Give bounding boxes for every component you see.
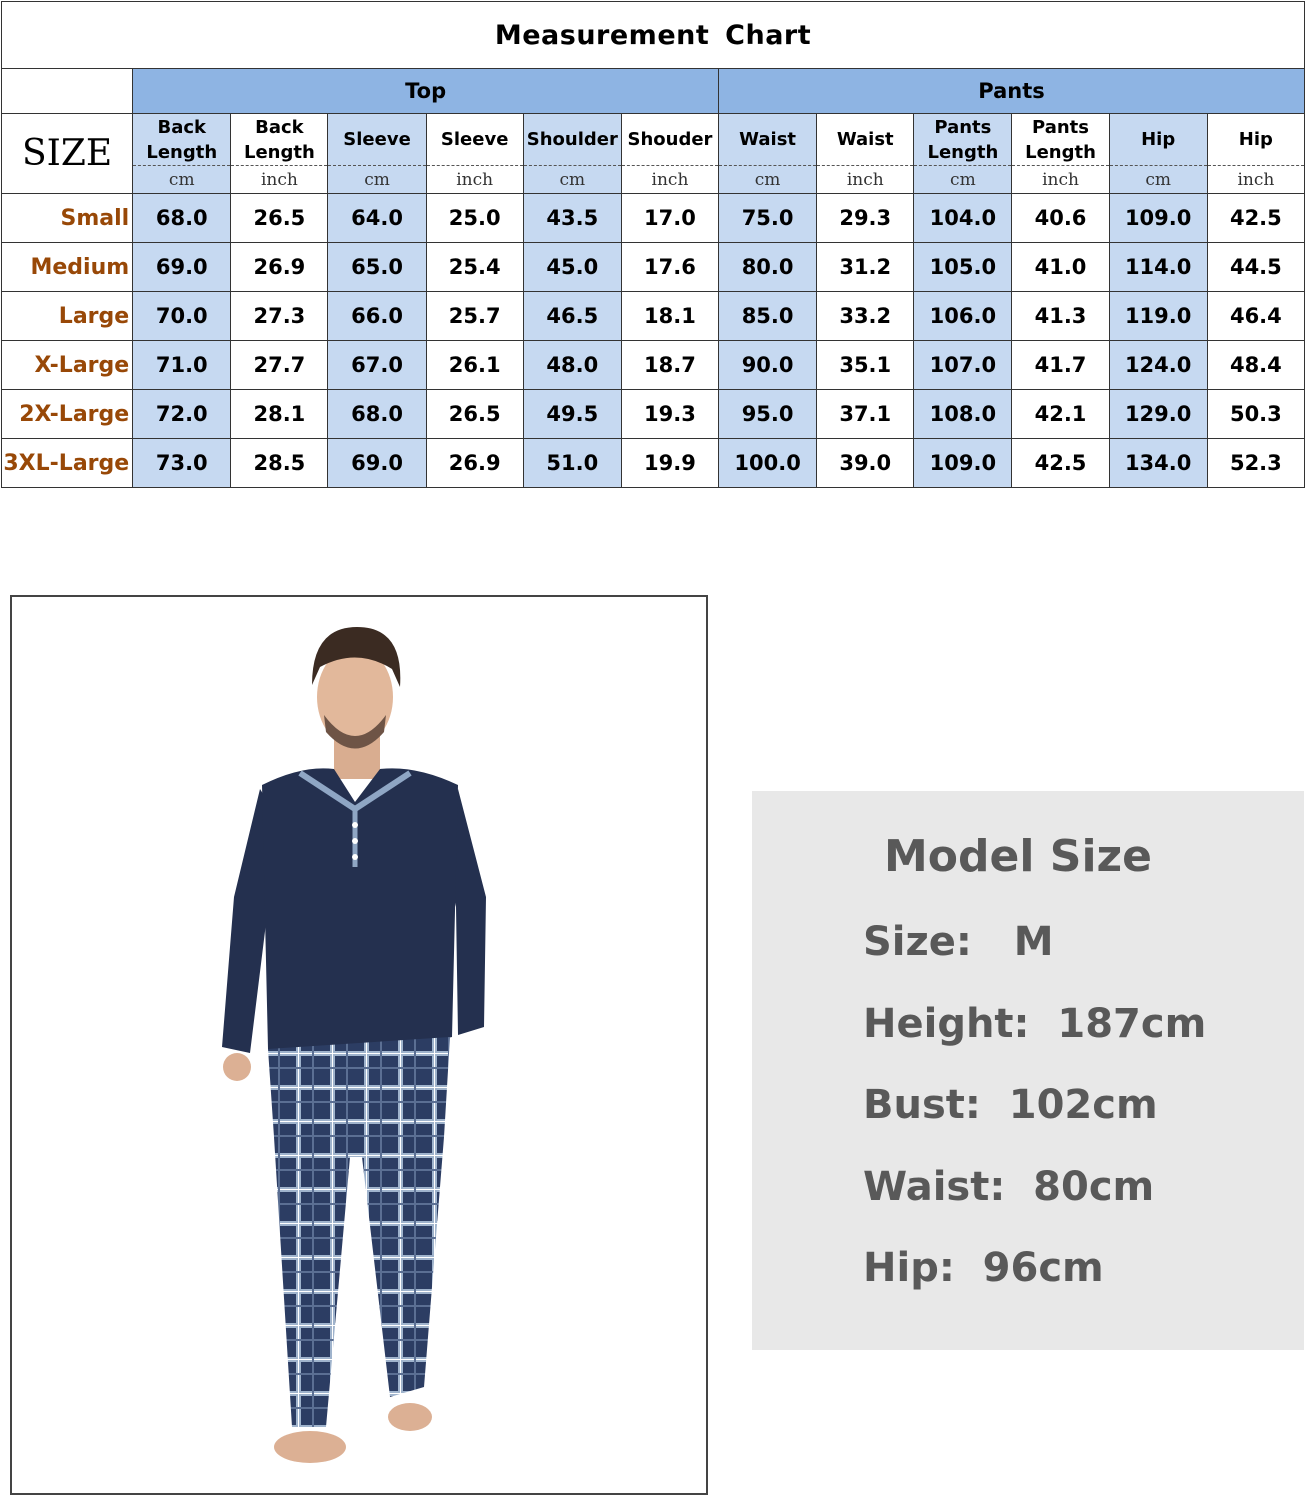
size-header: SIZE xyxy=(2,114,133,194)
table-cell: 48.4 xyxy=(1207,341,1304,390)
table-cell: 105.0 xyxy=(914,243,1012,292)
pants-group-header: Pants xyxy=(719,69,1305,114)
table-cell: 104.0 xyxy=(914,194,1012,243)
column-header xyxy=(426,114,523,166)
column-header-line1: Back xyxy=(255,116,304,138)
chart-title: Measurement Chart xyxy=(2,2,1305,69)
column-header xyxy=(914,114,1012,166)
model-hip-line: Hip: 96cm xyxy=(863,1245,1104,1291)
table-cell: 106.0 xyxy=(914,292,1012,341)
column-header-line2: Length xyxy=(146,141,218,163)
unit-label: cm xyxy=(914,166,1012,194)
table-cell: 50.3 xyxy=(1207,390,1304,439)
table-cell: 26.9 xyxy=(426,439,523,488)
table-cell: 26.5 xyxy=(426,390,523,439)
table-cell: 45.0 xyxy=(523,243,621,292)
table-cell: 28.5 xyxy=(231,439,328,488)
table-cell: 17.6 xyxy=(621,243,718,292)
column-header xyxy=(523,114,621,166)
table-cell: 40.6 xyxy=(1012,194,1109,243)
table-cell: 49.5 xyxy=(523,390,621,439)
table-cell: 19.9 xyxy=(621,439,718,488)
unit-label: cm xyxy=(719,166,817,194)
column-header-line1: Waist xyxy=(739,129,797,150)
table-cell: 69.0 xyxy=(328,439,426,488)
table-cell: 35.1 xyxy=(817,341,914,390)
column-header-line2: Length xyxy=(244,141,315,163)
table-cell: 43.5 xyxy=(523,194,621,243)
table-row xyxy=(2,243,1305,292)
top-group-header: Top xyxy=(133,69,719,114)
column-header xyxy=(133,114,231,166)
table-cell: 42.5 xyxy=(1012,439,1109,488)
column-header-line1: Shoulder xyxy=(526,129,618,150)
table-cell: 31.2 xyxy=(817,243,914,292)
table-cell: 90.0 xyxy=(719,341,817,390)
column-header-line1: Sleeve xyxy=(343,129,411,150)
model-bust-line: Bust: 102cm xyxy=(863,1082,1158,1128)
table-cell: 119.0 xyxy=(1109,292,1207,341)
column-header-line1: Waist xyxy=(836,129,894,150)
table-cell: 52.3 xyxy=(1207,439,1304,488)
table-cell: 65.0 xyxy=(328,243,426,292)
column-header xyxy=(1109,114,1207,166)
model-size-title: Model Size xyxy=(884,831,1152,882)
size-label: Medium xyxy=(2,243,133,292)
column-header xyxy=(231,114,328,166)
size-label: X-Large xyxy=(2,341,133,390)
table-cell: 25.4 xyxy=(426,243,523,292)
table-cell: 26.1 xyxy=(426,341,523,390)
model-size-panel xyxy=(752,791,1304,1350)
table-cell: 109.0 xyxy=(1109,194,1207,243)
unit-label: cm xyxy=(1109,166,1207,194)
table-cell: 41.0 xyxy=(1012,243,1109,292)
table-cell: 27.7 xyxy=(231,341,328,390)
table-cell: 108.0 xyxy=(914,390,1012,439)
unit-label: inch xyxy=(817,166,914,194)
table-cell: 25.7 xyxy=(426,292,523,341)
table-cell: 37.1 xyxy=(817,390,914,439)
unit-label: inch xyxy=(231,166,328,194)
model-height-line: Height: 187cm xyxy=(863,1001,1207,1047)
table-cell: 69.0 xyxy=(133,243,231,292)
table-cell: 129.0 xyxy=(1109,390,1207,439)
table-cell: 114.0 xyxy=(1109,243,1207,292)
measurement-chart xyxy=(1,1,1305,488)
column-header xyxy=(1012,114,1109,166)
table-cell: 42.1 xyxy=(1012,390,1109,439)
table-cell: 85.0 xyxy=(719,292,817,341)
table-cell: 46.5 xyxy=(523,292,621,341)
size-label: Large xyxy=(2,292,133,341)
table-cell: 26.9 xyxy=(231,243,328,292)
unit-label: inch xyxy=(1012,166,1109,194)
table-row xyxy=(2,292,1305,341)
table-cell: 44.5 xyxy=(1207,243,1304,292)
table-cell: 18.7 xyxy=(621,341,718,390)
table-cell: 73.0 xyxy=(133,439,231,488)
column-header xyxy=(817,114,914,166)
table-cell: 71.0 xyxy=(133,341,231,390)
corner-cell xyxy=(2,69,133,114)
table-cell: 17.0 xyxy=(621,194,718,243)
table-cell: 124.0 xyxy=(1109,341,1207,390)
column-header-line1: Sleeve xyxy=(440,129,509,150)
table-cell: 39.0 xyxy=(817,439,914,488)
unit-label: inch xyxy=(1207,166,1304,194)
model-size-line: Size: M xyxy=(863,919,1054,965)
size-label: 2X-Large xyxy=(2,390,133,439)
column-header xyxy=(621,114,718,166)
column-header-line2: Length xyxy=(927,141,999,163)
column-header xyxy=(719,114,817,166)
table-cell: 42.5 xyxy=(1207,194,1304,243)
model-photo xyxy=(10,595,708,1495)
table-cell: 67.0 xyxy=(328,341,426,390)
unit-label: inch xyxy=(426,166,523,194)
size-label: Small xyxy=(2,194,133,243)
column-header-line1: Pants xyxy=(1032,116,1090,138)
table-cell: 25.0 xyxy=(426,194,523,243)
table-cell: 64.0 xyxy=(328,194,426,243)
table-cell: 134.0 xyxy=(1109,439,1207,488)
unit-label: cm xyxy=(328,166,426,194)
column-header-line1: Shouder xyxy=(627,129,713,150)
table-cell: 33.2 xyxy=(817,292,914,341)
table-row xyxy=(2,341,1305,390)
model-waist-line: Waist: 80cm xyxy=(863,1164,1155,1210)
table-cell: 18.1 xyxy=(621,292,718,341)
table-cell: 48.0 xyxy=(523,341,621,390)
column-header xyxy=(1207,114,1304,166)
model-illustration xyxy=(12,597,706,1493)
table-cell: 100.0 xyxy=(719,439,817,488)
table-cell: 70.0 xyxy=(133,292,231,341)
unit-label: inch xyxy=(621,166,718,194)
unit-label: cm xyxy=(133,166,231,194)
column-header-line1: Back xyxy=(157,116,207,138)
table-row xyxy=(2,194,1305,243)
column-header xyxy=(328,114,426,166)
table-cell: 46.4 xyxy=(1207,292,1304,341)
column-header-line1: Hip xyxy=(1141,129,1176,150)
table-cell: 28.1 xyxy=(231,390,328,439)
table-cell: 26.5 xyxy=(231,194,328,243)
column-header-line1: Pants xyxy=(934,116,992,138)
size-label: 3XL-Large xyxy=(2,439,133,488)
table-cell: 109.0 xyxy=(914,439,1012,488)
unit-label: cm xyxy=(523,166,621,194)
column-header-line1: Hip xyxy=(1238,129,1273,150)
table-cell: 80.0 xyxy=(719,243,817,292)
table-row xyxy=(2,439,1305,488)
table-cell: 66.0 xyxy=(328,292,426,341)
table-cell: 75.0 xyxy=(719,194,817,243)
table-cell: 19.3 xyxy=(621,390,718,439)
table-cell: 51.0 xyxy=(523,439,621,488)
table-cell: 95.0 xyxy=(719,390,817,439)
table-cell: 41.7 xyxy=(1012,341,1109,390)
table-cell: 68.0 xyxy=(328,390,426,439)
column-header-line2: Length xyxy=(1025,141,1096,163)
table-cell: 107.0 xyxy=(914,341,1012,390)
table-cell: 68.0 xyxy=(133,194,231,243)
table-cell: 29.3 xyxy=(817,194,914,243)
table-row xyxy=(2,390,1305,439)
table-cell: 27.3 xyxy=(231,292,328,341)
table-cell: 41.3 xyxy=(1012,292,1109,341)
table-cell: 72.0 xyxy=(133,390,231,439)
